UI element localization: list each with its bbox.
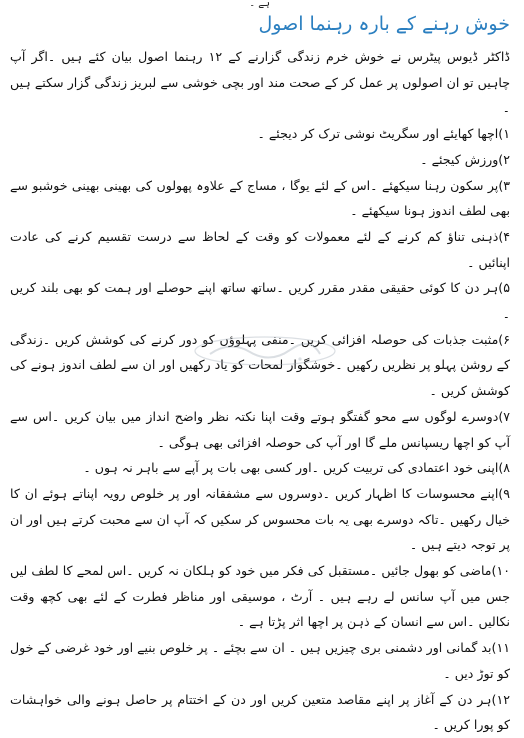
list-item: ۸)اپنی خود اعتمادی کی تربیت کریں ۔اور کسی بھی بات پر آپے سے باہر نہ ہوں ۔ <box>83 460 510 476</box>
watermark-logo <box>190 334 340 368</box>
list-item: ۵)ہر دن کا کوئی حقیقی مقدر مقرر کریں ۔ساتھ ساتھ اپنے حوصلے اور ہمت کو بھی بلند کریں ۔ <box>10 280 510 322</box>
list-item: ۲)ورزش کیجئے ۔ <box>420 151 510 167</box>
list-item: ۶)مثبت جذبات کی حوصلہ افزائی کریں ۔منفی پہلوؤں کو دور کرنے کی کوشش کریں ۔زندگی کے روشن پہلو پر نظریں رکھیں ۔خوشگوار لمحات کو یاد رکھیں اور ان سے لطف اندوز ہونے کی کوشش کریں ۔ <box>10 331 510 399</box>
header-fragment: ہے ۔ <box>249 0 270 8</box>
article-body <box>10 44 510 738</box>
article-title: خوش رہنے کے بارہ رہنما اصول <box>258 13 510 35</box>
list-item: ۱۰)ماضی کو بھول جائیں ۔مستقبل کی فکر میں خود کو ہلکان نہ کریں ۔اس لمحے کا لطف لیں جس میں آپ سانس لے رہے ہیں ۔ آرٹ ، موسیقی اور مناظر فطرت کے لئے بھی کچھ وقت نکالیں ۔اس سے انسان کے ذہن پر اچھا اثر پڑتا ہے ۔ <box>10 563 510 630</box>
list-item: ۷)دوسرے لوگوں سے محو گفتگو ہوتے وقت اپنا نکتہ نظر واضح انداز میں بیان کریں ۔اس سے آپ کو اچھا ریسپانس ملے گا اور آپ کی حوصلہ افزائی بھی ہوگی ۔ <box>10 408 510 450</box>
list-item: ۳)پر سکون رہنا سیکھئے ۔اس کے لئے یوگا ، مساج کے علاوہ پھولوں کی بھینی بھینی خوشبو سے بھی لطف اندوز ہونا سیکھئے ۔ <box>10 177 510 219</box>
list-item: ۱۱)بد گمانی اور دشمنی بری چیزیں ہیں ۔ ان سے بچئے ۔ پر خلوص بنیے اور خود غرضی کے خول کو توڑ دیں ۔ <box>10 640 510 681</box>
list-item: ۹)اپنے محسوسات کا اظہار کریں ۔دوسروں سے مشفقانہ اور پر خلوص رویہ اپناتے ہوئے ان کا خیال رکھیں ۔تاکہ دوسرے بھی یہ بات محسوس کر سکیں کہ آپ ان سے محبت کرتے ہیں اور ان پر توجہ دیتے ہیں ۔ <box>10 485 510 553</box>
intro-paragraph: ڈاکٹر ڈیوس پیٹرس نے خوش خرم زندگی گزارنے کے ۱۲ رہنما اصول بیان کئے ہیں ۔اگر آپ چاہیں تو ان اصولوں پر عمل کر کے صحت مند اور بچی خوشی سے لبریز زندگی گزار سکتے ہیں ۔ <box>10 49 510 116</box>
list-item: ۴)ذہنی تناؤ کم کرنے کے لئے معمولات کو وقت کے لحاظ سے درست تقسیم کرنے کی عادت اپنائیں ۔ <box>10 228 510 270</box>
list-item: ۱)اچھا کھایئے اور سگریٹ نوشی ترک کر دیجئے ۔ <box>257 126 510 142</box>
list-item: ۱۲)ہر دن کے آغاز پر اپنے مقاصد متعین کریں اور دن کے اختتام پر حاصل ہونے والی خواہشات کو پورا کریں ۔ <box>10 691 510 733</box>
